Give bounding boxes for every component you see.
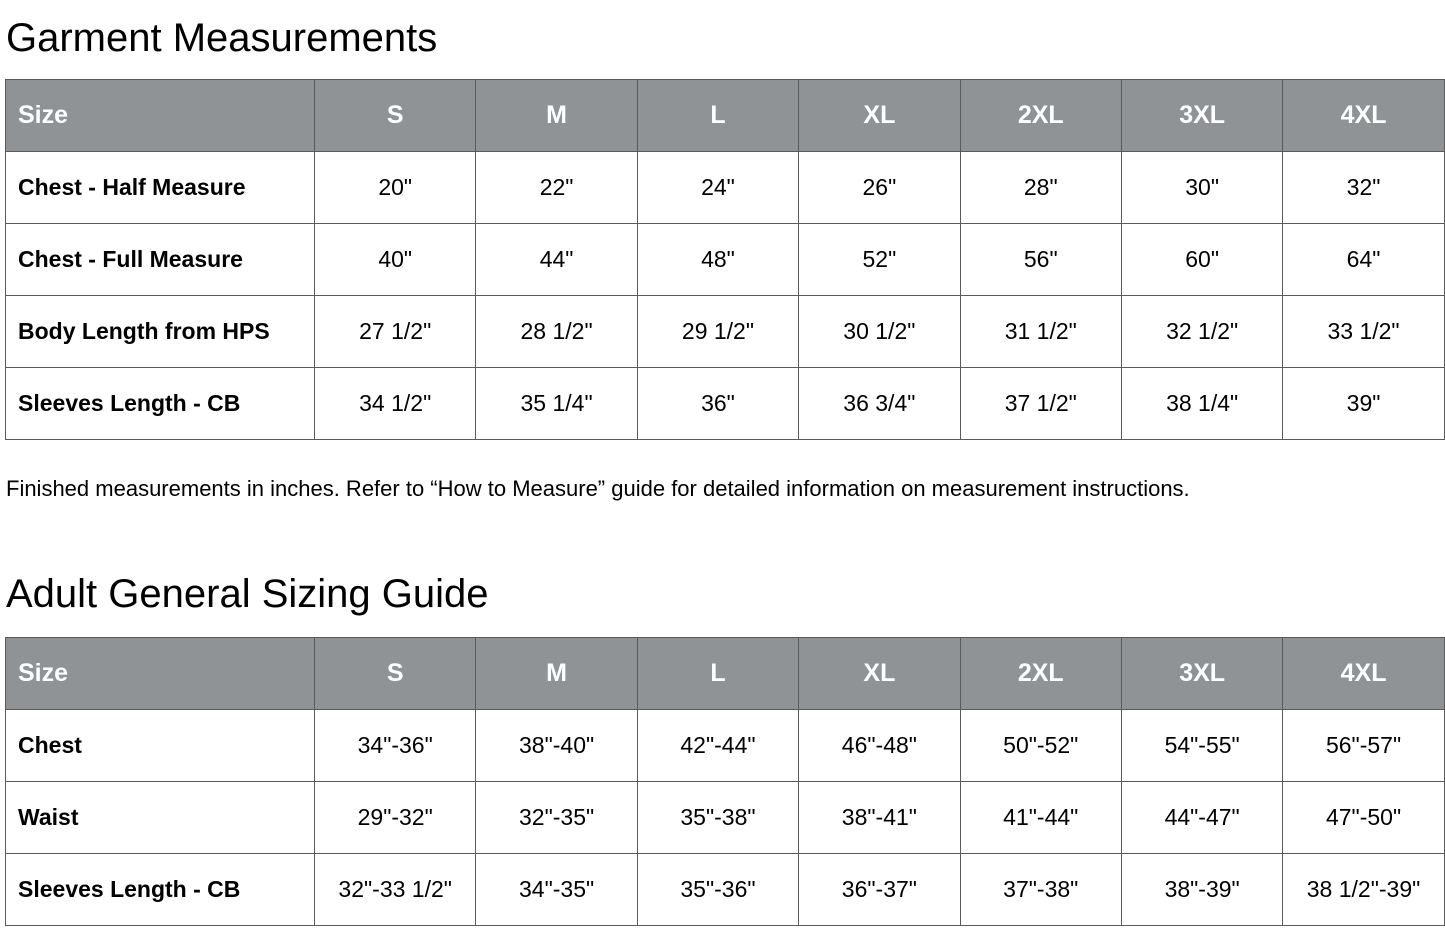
size-column-header: XL bbox=[799, 80, 960, 152]
table-cell: 36 3/4" bbox=[799, 368, 960, 440]
table-cell: 26" bbox=[799, 152, 960, 224]
table-cell: 28 1/2" bbox=[476, 296, 637, 368]
table-cell: 54"-55" bbox=[1121, 710, 1282, 782]
table-cell: 32"-35" bbox=[476, 782, 637, 854]
table-cell: 29"-32" bbox=[315, 782, 476, 854]
table-cell: 50"-52" bbox=[960, 710, 1121, 782]
table-cell: 34 1/2" bbox=[315, 368, 476, 440]
size-column-header: 4XL bbox=[1283, 638, 1444, 710]
table-cell: 39" bbox=[1283, 368, 1444, 440]
size-column-header: S bbox=[315, 638, 476, 710]
table-row bbox=[6, 782, 1445, 854]
row-label: Chest - Half Measure bbox=[6, 152, 315, 224]
table-cell: 30 1/2" bbox=[799, 296, 960, 368]
size-column-header: M bbox=[476, 638, 637, 710]
table-cell: 38 1/2"-39" bbox=[1283, 854, 1444, 926]
table-cell: 36" bbox=[637, 368, 798, 440]
garment-measurements-title: Garment Measurements bbox=[6, 16, 438, 60]
table-cell: 28" bbox=[960, 152, 1121, 224]
garment-measurements-table bbox=[5, 79, 1445, 440]
table-cell: 38"-39" bbox=[1121, 854, 1282, 926]
table-cell: 37"-38" bbox=[960, 854, 1121, 926]
table-header-row bbox=[6, 638, 1445, 710]
table-cell: 30" bbox=[1121, 152, 1282, 224]
size-column-header: M bbox=[476, 80, 637, 152]
table-cell: 32" bbox=[1283, 152, 1444, 224]
table-cell: 27 1/2" bbox=[315, 296, 476, 368]
table-row bbox=[6, 368, 1445, 440]
row-label: Chest bbox=[6, 710, 315, 782]
sizing-guide-table bbox=[5, 637, 1445, 926]
table-header-row bbox=[6, 80, 1445, 152]
sizing-guide-title: Adult General Sizing Guide bbox=[6, 572, 489, 616]
table-cell: 56" bbox=[960, 224, 1121, 296]
table-row bbox=[6, 710, 1445, 782]
table-cell: 41"-44" bbox=[960, 782, 1121, 854]
table-cell: 56"-57" bbox=[1283, 710, 1444, 782]
size-header-label: Size bbox=[6, 638, 315, 710]
size-column-header: 2XL bbox=[960, 638, 1121, 710]
table-cell: 44"-47" bbox=[1121, 782, 1282, 854]
row-label: Chest - Full Measure bbox=[6, 224, 315, 296]
table-cell: 38"-41" bbox=[799, 782, 960, 854]
table-cell: 35"-36" bbox=[637, 854, 798, 926]
size-column-header: XL bbox=[799, 638, 960, 710]
table-cell: 44" bbox=[476, 224, 637, 296]
row-label: Sleeves Length - CB bbox=[6, 854, 315, 926]
size-column-header: L bbox=[637, 80, 798, 152]
table-cell: 33 1/2" bbox=[1283, 296, 1444, 368]
table-row bbox=[6, 854, 1445, 926]
size-column-header: L bbox=[637, 638, 798, 710]
table-cell: 42"-44" bbox=[637, 710, 798, 782]
table-cell: 47"-50" bbox=[1283, 782, 1444, 854]
table-cell: 32 1/2" bbox=[1121, 296, 1282, 368]
table-cell: 34"-36" bbox=[315, 710, 476, 782]
size-column-header: 2XL bbox=[960, 80, 1121, 152]
table-cell: 36"-37" bbox=[799, 854, 960, 926]
size-column-header: 3XL bbox=[1121, 638, 1282, 710]
table-cell: 52" bbox=[799, 224, 960, 296]
table-cell: 46"-48" bbox=[799, 710, 960, 782]
row-label: Waist bbox=[6, 782, 315, 854]
row-label: Sleeves Length - CB bbox=[6, 368, 315, 440]
table-cell: 35"-38" bbox=[637, 782, 798, 854]
table-row bbox=[6, 224, 1445, 296]
table-cell: 34"-35" bbox=[476, 854, 637, 926]
table-cell: 22" bbox=[476, 152, 637, 224]
table-cell: 24" bbox=[637, 152, 798, 224]
row-label: Body Length from HPS bbox=[6, 296, 315, 368]
table-row bbox=[6, 152, 1445, 224]
size-column-header: 3XL bbox=[1121, 80, 1282, 152]
table-cell: 48" bbox=[637, 224, 798, 296]
table-cell: 37 1/2" bbox=[960, 368, 1121, 440]
table-cell: 40" bbox=[315, 224, 476, 296]
table-cell: 32"-33 1/2" bbox=[315, 854, 476, 926]
table-row bbox=[6, 296, 1445, 368]
table-cell: 38 1/4" bbox=[1121, 368, 1282, 440]
table-cell: 35 1/4" bbox=[476, 368, 637, 440]
table-cell: 38"-40" bbox=[476, 710, 637, 782]
table-cell: 60" bbox=[1121, 224, 1282, 296]
size-column-header: S bbox=[315, 80, 476, 152]
table-cell: 29 1/2" bbox=[637, 296, 798, 368]
table-cell: 64" bbox=[1283, 224, 1444, 296]
measurement-note: Finished measurements in inches. Refer to “How to Measure” guide for detailed information on measurement instructions. bbox=[6, 476, 1190, 501]
table-cell: 31 1/2" bbox=[960, 296, 1121, 368]
size-column-header: 4XL bbox=[1283, 80, 1444, 152]
size-header-label: Size bbox=[6, 80, 315, 152]
table-cell: 20" bbox=[315, 152, 476, 224]
